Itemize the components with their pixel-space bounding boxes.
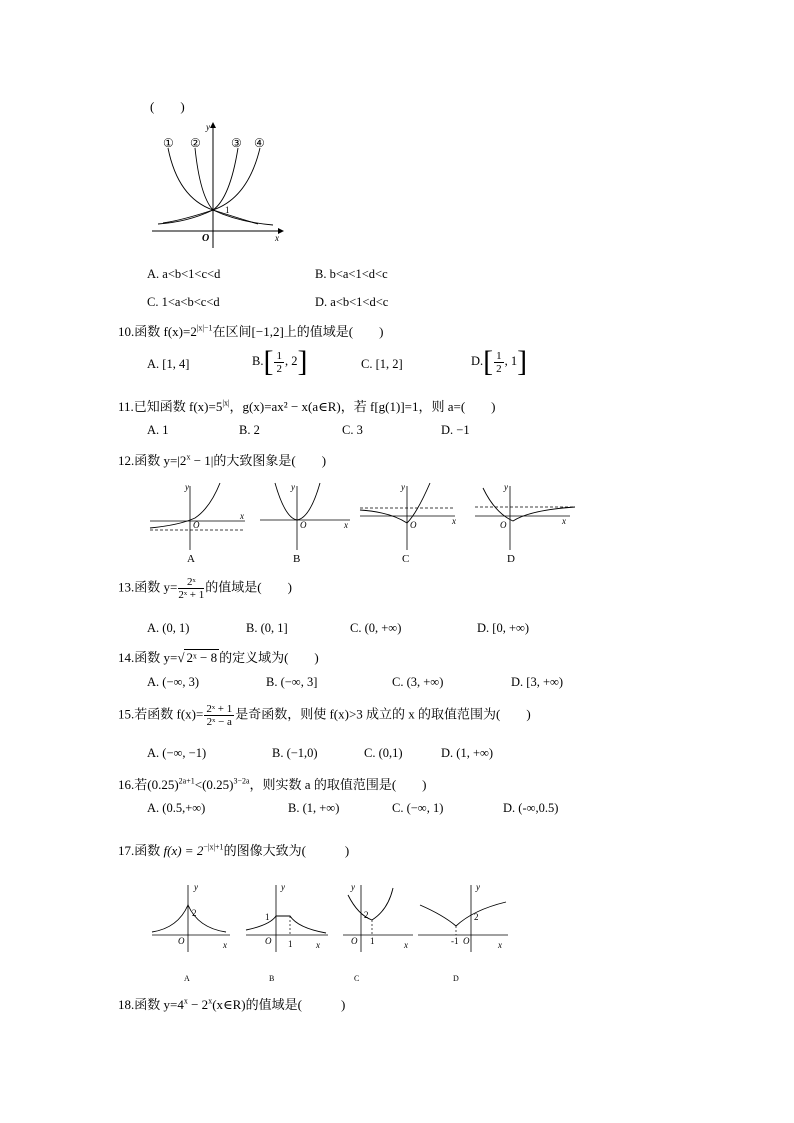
svg-text:O: O <box>410 520 417 530</box>
q12-label-b: B <box>293 553 301 565</box>
svg-text:y: y <box>281 882 285 892</box>
q9-option-a[interactable]: A. a<b<1<c<d <box>147 267 221 281</box>
q12-stem: 12.函数 $y=|2^x - 1|$的大致图象是( ) <box>118 452 327 468</box>
q11-option-c[interactable]: C. 3 <box>342 423 363 437</box>
q16-option-b[interactable]: B. (1, +∞) <box>288 801 340 815</box>
q9-option-d[interactable]: D. a<b<1<d<c <box>315 295 389 309</box>
svg-text:1: 1 <box>265 912 270 922</box>
svg-text:y: y <box>504 482 508 492</box>
q10-option-d[interactable]: D.[ $\frac{1}{2}$ , 1] <box>471 345 528 378</box>
svg-text:x: x <box>452 516 456 526</box>
q9-graph <box>148 118 288 253</box>
q16-option-c[interactable]: C. (−∞, 1) <box>392 801 444 815</box>
q17-label-c: C <box>354 974 360 983</box>
q17-label-d: D <box>453 974 459 983</box>
q14-option-a[interactable]: A. (−∞, 3) <box>147 675 200 689</box>
q12-graph-d <box>475 482 575 565</box>
svg-text:O: O <box>463 936 470 946</box>
q10-option-b[interactable]: B.[ $\frac{1}{2}$ , 2] <box>252 345 308 378</box>
svg-text:y: y <box>476 882 480 892</box>
q9-answer-paren: ( ) <box>150 99 185 114</box>
q17-graph-d <box>418 882 508 983</box>
q9-curve-label-2: ② <box>190 136 201 150</box>
svg-text:x: x <box>344 520 348 530</box>
q12-graph-a <box>150 482 245 565</box>
q12-graphs <box>145 478 585 568</box>
q17-label-a: A <box>184 974 190 983</box>
q17-stem: 17.函数 $f(x) = 2^{-|x|+1}$的图像大致为( ) <box>118 842 350 858</box>
q9-curve-2 <box>195 148 273 225</box>
q18-stem: 18.函数 $y=4^x$ − $2^x(x\in R)$的值域是( ) <box>118 996 346 1012</box>
q10-stem: 10.函数 $f(x)=2^{|x|-1}$在区间[−1,2]上的值域是( ) <box>118 323 384 339</box>
q9-curve-label-4: ④ <box>254 136 265 150</box>
svg-text:2: 2 <box>474 912 479 922</box>
svg-text:1: 1 <box>288 939 293 949</box>
q15-option-c[interactable]: C. (0,1) <box>364 746 403 760</box>
q9-curve-label-3: ③ <box>231 136 242 150</box>
svg-text:y: y <box>185 482 189 492</box>
svg-text:x: x <box>404 940 408 950</box>
q12-graph-c <box>360 482 456 565</box>
q10-option-c[interactable]: C. [1, 2] <box>361 357 403 371</box>
svg-text:x: x <box>498 940 502 950</box>
q15-option-a[interactable]: A. (−∞, −1) <box>147 746 207 760</box>
q17-label-b: B <box>269 974 275 983</box>
q14-option-b[interactable]: B. (−∞, 3] <box>266 675 318 689</box>
q9-option-b[interactable]: B. b<a<1<d<c <box>315 267 388 281</box>
svg-text:2: 2 <box>364 910 369 920</box>
svg-text:x: x <box>562 516 566 526</box>
svg-text:x: x <box>223 940 227 950</box>
svg-text:O: O <box>300 520 307 530</box>
q10-option-a[interactable]: A. [1, 4] <box>147 357 190 371</box>
q9-y-label: y <box>206 122 210 132</box>
q9-one: 1 <box>225 205 230 215</box>
q17-graph-c <box>343 882 413 983</box>
q12-graph-b <box>260 482 350 565</box>
q11-stem: 11.已知函数 $f(x)=5^{|x|}$，g(x)=ax² − x(a∈R)，若 f[g(1)]=1，则 a=( ) <box>118 398 496 414</box>
q9-curve-4 <box>163 148 260 223</box>
q15-stem: 15.若函数 f(x)= $\frac{\text{2ˣ + 1}}{\text{2ˣ − a}}$ 是奇函数，则使 f(x)>3 成立的 x 的取值范围为( ) <box>118 703 531 728</box>
q9-curve-label-1: ① <box>163 136 174 150</box>
q14-stem: 14.函数 y=√ 2ˣ − 8 的定义域为( ) <box>118 650 319 665</box>
q11-option-d[interactable]: D. −1 <box>441 423 470 437</box>
q16-stem: 16.若$(0.25)^{2a+1}<(0.25)^{3-2a}$，则实数 a 的取值范围是( ) <box>118 776 427 792</box>
q11-option-b[interactable]: B. 2 <box>239 423 260 437</box>
svg-text:O: O <box>265 936 272 946</box>
q12-label-c: C <box>402 553 410 565</box>
q13-option-c[interactable]: C. (0, +∞) <box>350 621 402 635</box>
q12-label-d: D <box>507 553 515 565</box>
svg-text:y: y <box>291 482 295 492</box>
q14-option-d[interactable]: D. [3, +∞) <box>511 675 564 689</box>
svg-text:y: y <box>194 882 198 892</box>
svg-text:x: x <box>316 940 320 950</box>
q17-graph-a <box>152 882 230 983</box>
q14-option-c[interactable]: C. (3, +∞) <box>392 675 444 689</box>
q9-origin: O <box>202 233 210 244</box>
svg-text:2: 2 <box>192 908 197 918</box>
svg-text:1: 1 <box>370 936 375 946</box>
svg-text:O: O <box>193 520 200 530</box>
q9-x-label: x <box>275 233 279 243</box>
q13-stem: 13.函数 y= $\frac{\text{2ˣ}}{\text{2ˣ + 1}}$ 的值域是( ) <box>118 576 292 601</box>
q11-option-a[interactable]: A. 1 <box>147 423 169 437</box>
svg-text:O: O <box>178 936 185 946</box>
q13-option-d[interactable]: D. [0, +∞) <box>477 621 530 635</box>
q12-label-a: A <box>187 553 195 565</box>
q16-option-d[interactable]: D. (-∞,0.5) <box>503 801 559 815</box>
svg-text:x: x <box>240 511 244 521</box>
q15-option-b[interactable]: B. (−1,0) <box>272 746 318 760</box>
q13-option-b[interactable]: B. (0, 1] <box>246 621 288 635</box>
svg-text:y: y <box>401 482 405 492</box>
q17-graphs <box>148 880 513 985</box>
q15-option-d[interactable]: D. (1, +∞) <box>441 746 494 760</box>
svg-text:O: O <box>500 520 507 530</box>
q16-option-a[interactable]: A. (0.5,+∞) <box>147 801 206 815</box>
svg-text:y: y <box>351 882 355 892</box>
q13-option-a[interactable]: A. (0, 1) <box>147 621 190 635</box>
svg-text:O: O <box>351 936 358 946</box>
svg-text:-1: -1 <box>451 936 459 946</box>
q17-graph-b <box>246 882 328 983</box>
q9-option-c[interactable]: C. 1<a<b<c<d <box>147 295 220 309</box>
